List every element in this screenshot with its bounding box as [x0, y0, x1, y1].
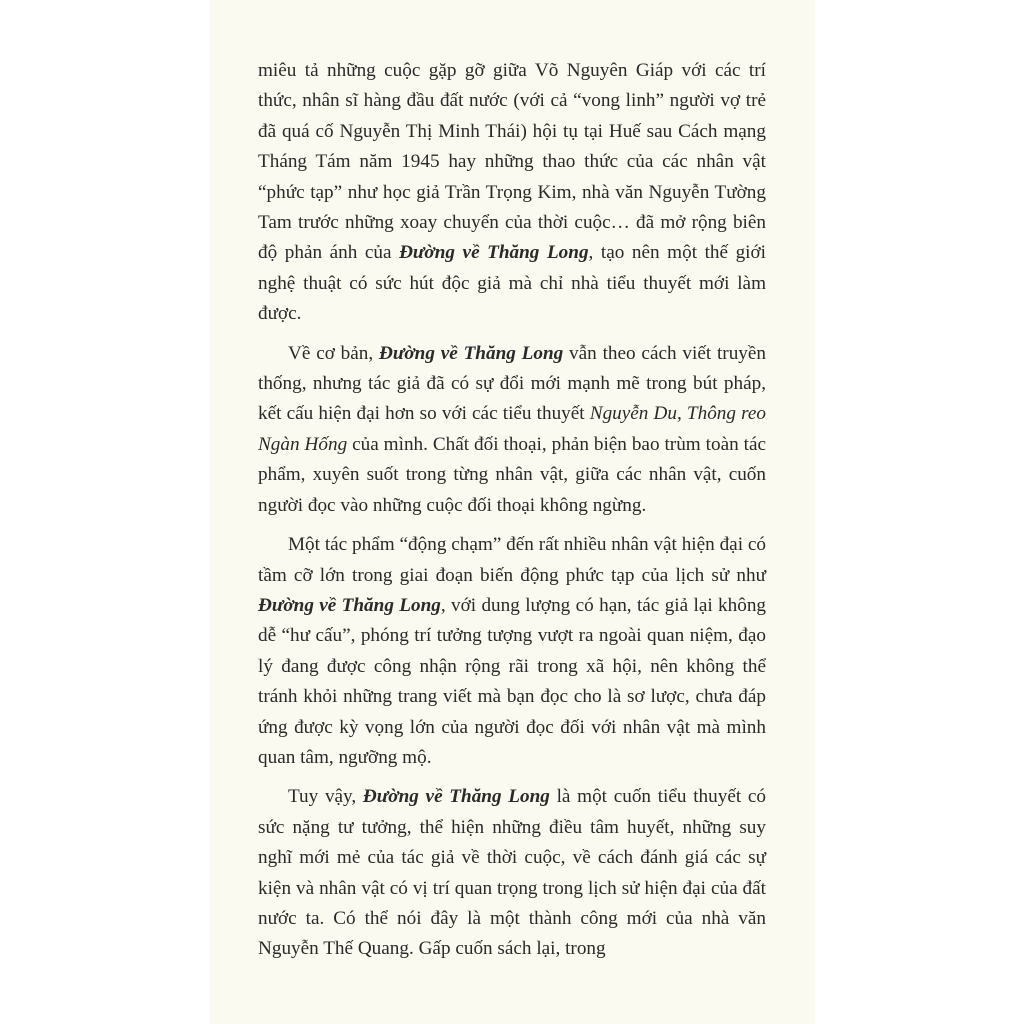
text-run: Một tác phẩm “động chạm” đến rất nhiều nhân vật hiện đại có tầm cỡ lớn trong giai đoạn biến động phức tạp của lịch sử như	[258, 534, 766, 586]
text-run: Về cơ bản,	[288, 342, 379, 364]
text-run: miêu tả những cuộc gặp gỡ giữa Võ Nguyên Giáp với các trí thức, nhân sĩ hàng đầu đất nước (với cả “vong linh” người vợ trẻ đã quá cố Nguyễn Thị Minh Thái) hội tụ tại Huế sau Cách mạng Tháng Tám năm 1945 hay những thao thức của các nhân vật “phức tạp” như học giả Trần Trọng Kim, nhà văn Nguyễn Tường Tam trước những xoay chuyển của thời cuộc… đã mở rộng biên độ phản ánh của	[258, 60, 766, 264]
text-run: của mình. Chất đối thoại, phản biện bao trùm toàn tác phẩm, xuyên suốt trong từng nhân vật, giữa các nhân vật, cuốn người đọc vào những cuộc đối thoại không ngừng.	[258, 433, 767, 516]
book-title-emphasis: Đường về Thăng Long	[258, 594, 441, 616]
italic-title: Nguyễn Du, Thông reo Ngàn Hống	[258, 403, 766, 455]
book-title-emphasis: Đường về Thăng Long	[399, 242, 589, 264]
text-run: , tạo nên một thế giới nghệ thuật có sức hút độc giả mà chỉ nhà tiểu thuyết mới làm được.	[258, 242, 766, 325]
book-title-emphasis: Đường về Thăng Long	[362, 786, 550, 808]
paragraph	[258, 782, 766, 964]
book-title-emphasis: Đường về Thăng Long	[379, 342, 564, 364]
text-run: là một cuốn tiểu thuyết có sức nặng tư tưởng, thể hiện những điều tâm huyết, những suy nghĩ mới mẻ của tác giả về thời cuộc, về cách đánh giá các sự kiện và nhân vật có vị trí quan trọng trong lịch sử hiện đại của đất nước ta. Có thể nói đây là một thành công mới của nhà văn Nguyễn Thế Quang. Gấp cuốn sách lại, trong	[258, 786, 766, 960]
paragraph	[258, 56, 766, 330]
page-body-text	[258, 56, 766, 965]
paragraph	[258, 530, 766, 773]
paragraph	[258, 339, 766, 521]
text-run: , với dung lượng có hạn, tác giả lại không dễ “hư cấu”, phóng trí tưởng tượng vượt ra ngoài quan niệm, đạo lý đang được công nhận rộng rãi trong xã hội, nên không thể tránh khỏi những trang viết mà bạn đọc cho là sơ lược, chưa đáp ứng được kỳ vọng lớn của người đọc đối với nhân vật mà mình quan tâm, ngưỡng mộ.	[258, 594, 767, 768]
text-run: Tuy vậy,	[288, 786, 363, 808]
book-page	[210, 0, 815, 1024]
text-run: vẫn theo cách viết truyền thống, nhưng tác giả đã có sự đổi mới mạnh mẽ trong bút pháp, kết cấu hiện đại hơn so với các tiểu thuyết	[258, 342, 766, 425]
